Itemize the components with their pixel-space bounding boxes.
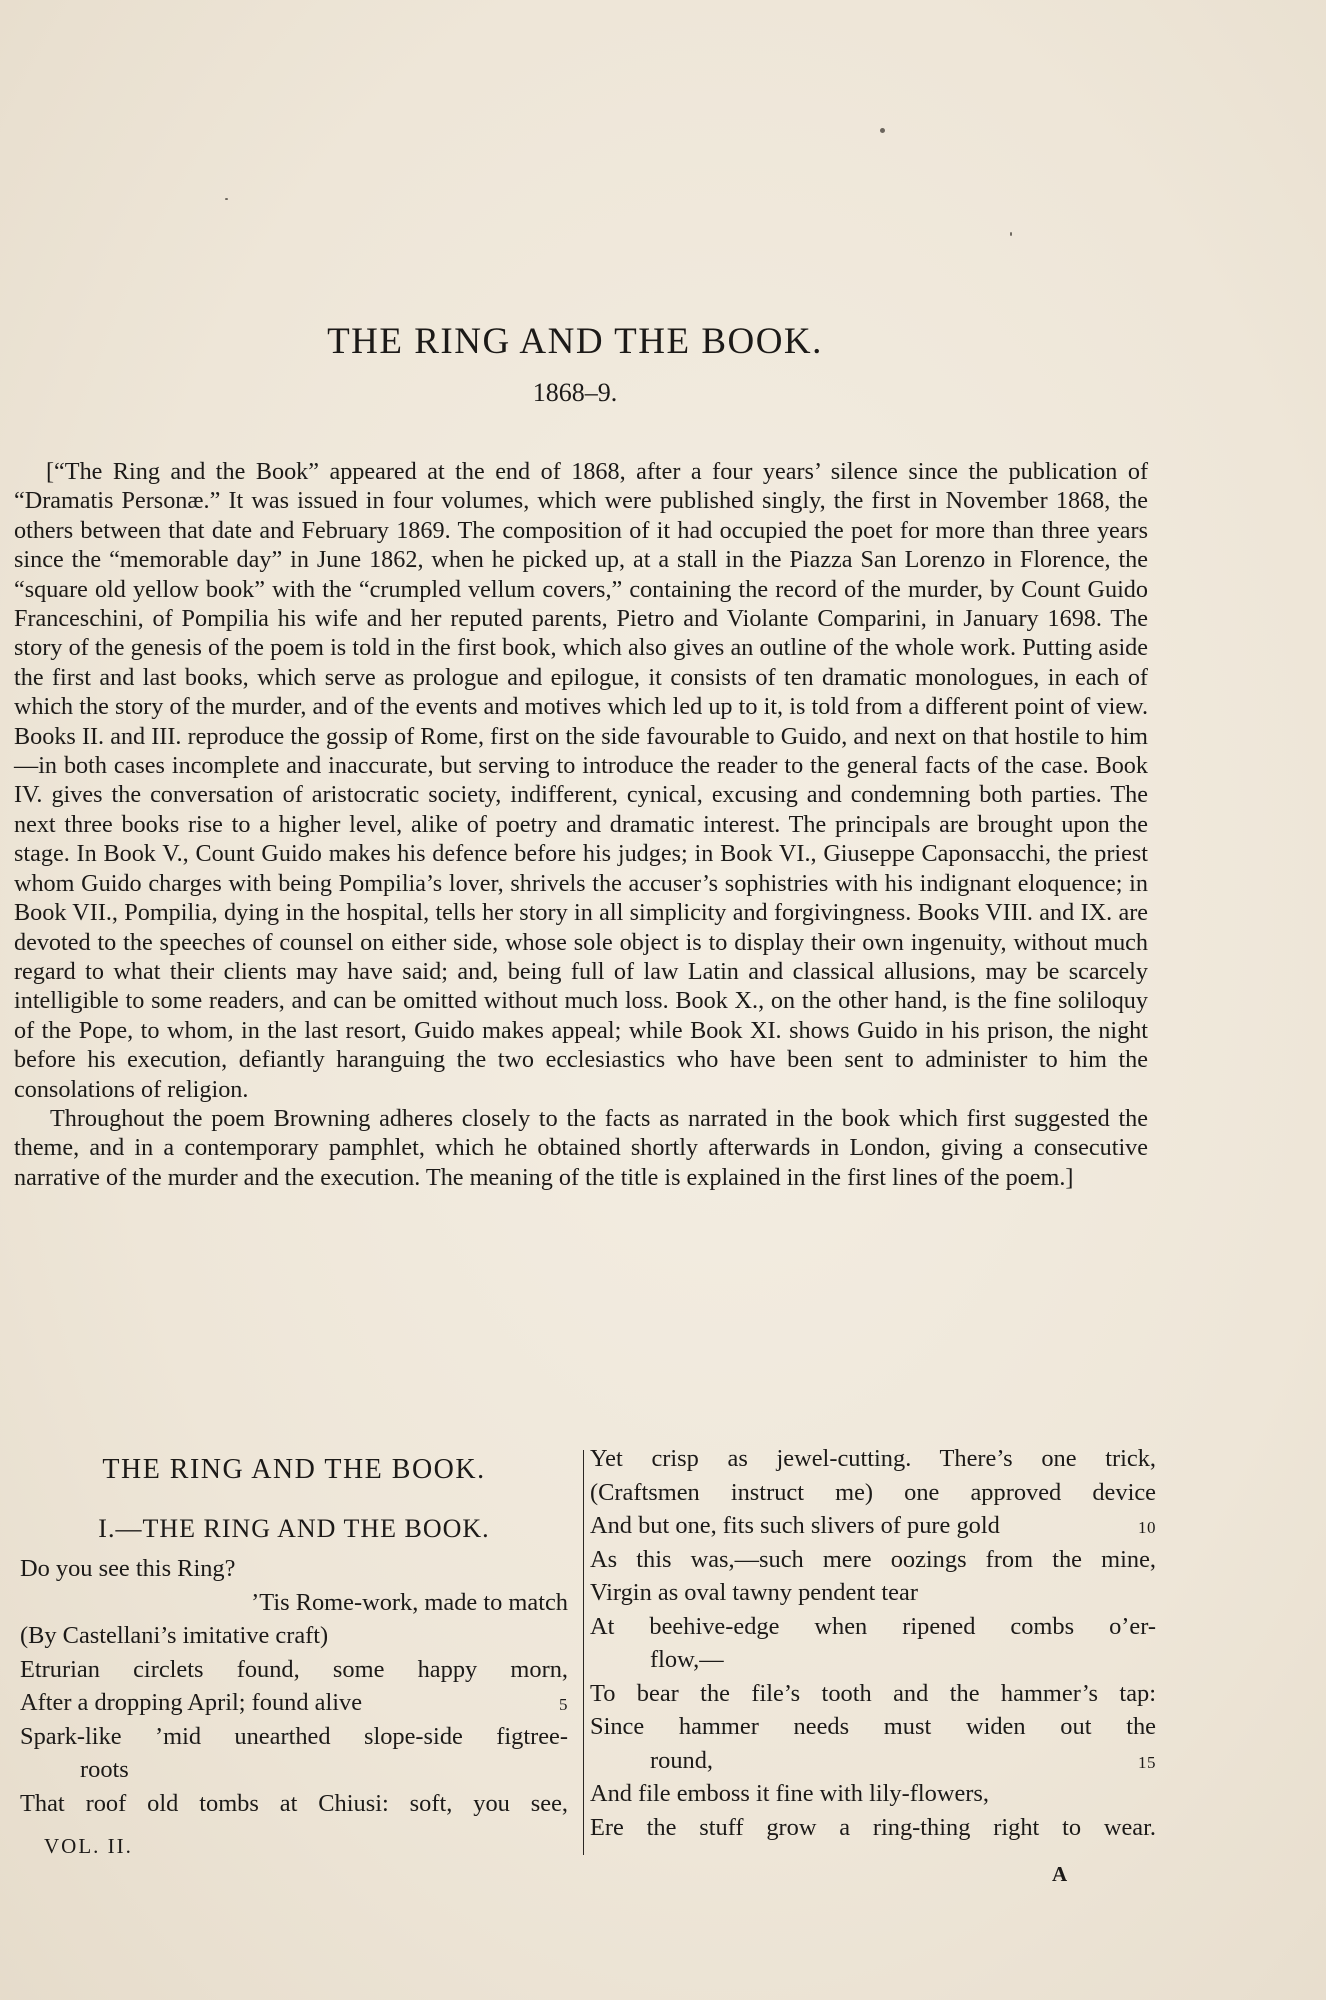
verse-block-right — [590, 1442, 1156, 1844]
intro-paragraph-2: Throughout the poem Browning adheres closely to the facts as narrated in the book which first suggested the theme, and in a contemporary pamphlet, which he obtained shortly afterwards in London, giving a consecutive narrative of the murder and the execution. The meaning of the title is explained in the first lines of the poem.] — [14, 1104, 1148, 1191]
line-number: 15 — [1138, 1752, 1156, 1772]
poem-right-column — [590, 1442, 1156, 1844]
intro-paragraph-1: [“The Ring and the Book” appeared at the end of 1868, after a four years’ silence since the publication of “Dramatis Personæ.” It was issued in four volumes, which were published singly, the first in November 1868, the others between that date and February 1869. The composition of it had occupied the poet for more than three years since the “memorable day” in June 1862, when he picked up, at a stall in the Piazza San Lorenzo in Florence, the “square old yellow book” with the “crumpled vellum covers,” containing the record of the murder, by Count Guido Franceschini, of Pompilia his wife and her reputed parents, Pietro and Violante Comparini, in January 1698. The story of the genesis of the poem is told in the first book, which also gives an outline of the whole work. Putting aside the first and last books, which serve as prologue and epilogue, it consists of ten dramatic monologues, in each of which the story of the murder, and of the events and motives which led up to it, is told from a different point of view. Books II. and III. reproduce the gossip of Rome, first on the side favourable to Guido, and next on that hostile to him—in both cases incomplete and inaccurate, but serving to introduce the reader to the general facts of the case. Book IV. gives the conversation of aristocratic society, indifferent, cynical, excusing and condemning both parties. The next three books rise to a higher level, alike of poetry and dramatic interest. The principals are brought upon the stage. In Book V., Count Guido makes his defence before his judges; in Book VI., Giuseppe Caponsacchi, the priest whom Guido charges with being Pompilia’s lover, shrivels the accuser’s sophistries with his indignant eloquence; in Book VII., Pompilia, dying in the hospital, tells her story in all simplicity and forgivingness. Books VIII. and IX. are devoted to the speeches of counsel on either side, whose sole object is to display their own ingenuity, without much regard to what their clients may have said; and, being full of law Latin and classical allusions, may be scarcely intelligible to some readers, and can be omitted without much loss. Book X., on the other hand, is the fine soliloquy of the Pope, to whom, in the last resort, Guido makes appeal; while Book XI. shows Guido in his prison, the night before his execution, defiantly haranguing the two ecclesiastics who have been sent to administer to him the consolations of religion. — [14, 458, 1148, 1103]
paper-speck — [880, 128, 885, 133]
page-title: THE RING AND THE BOOK. — [327, 321, 823, 362]
verse-block-left — [20, 1552, 568, 1820]
verse-line: And file emboss it fine with lily-flowers, — [590, 1780, 989, 1807]
paper-speck — [1010, 232, 1012, 236]
column-divider — [583, 1450, 584, 1855]
line-number: 10 — [1138, 1518, 1156, 1537]
verse-line: round, — [650, 1746, 714, 1774]
verse-line: Spark-like ’mid unearthed slope-side figtree- — [20, 1722, 568, 1750]
verse-line: ’Tis Rome-work, made to match — [251, 1588, 568, 1616]
volume-marker: VOL. II. — [44, 1834, 133, 1858]
verse-line: That roof old tombs at Chiusi: soft, you see, — [20, 1789, 568, 1817]
verse-line: (Craftsmen instruct me) one approved device — [590, 1478, 1156, 1506]
verse-line-numbered — [590, 1509, 1156, 1543]
paper-speck — [225, 198, 228, 200]
verse-line: roots — [80, 1756, 129, 1783]
verse-line: And but one, fits such slivers of pure gold — [590, 1512, 1000, 1539]
verse-line: (By Castellani’s imitative craft) — [20, 1622, 329, 1649]
verse-line: Virgin as oval tawny pendent tear — [590, 1579, 918, 1606]
introduction — [14, 457, 1148, 1192]
poem-left-column — [20, 1442, 568, 1820]
verse-line: Ere the stuff grow a ring-thing right to wear. — [590, 1813, 1156, 1841]
verse-line-numbered — [20, 1686, 568, 1720]
book-heading: I.—THE RING AND THE BOOK. — [98, 1514, 490, 1543]
verse-line: Do you see this Ring? — [20, 1555, 236, 1582]
verse-line: After a dropping April; found alive — [20, 1689, 363, 1716]
signature-mark: A — [1052, 1862, 1068, 1886]
verse-line: At beehive-edge when ripened combs o’er- — [590, 1612, 1156, 1640]
verse-line: Etrurian circlets found, some happy morn, — [20, 1655, 568, 1683]
verse-line-numbered — [590, 1744, 1156, 1778]
poem-title: THE RING AND THE BOOK. — [102, 1454, 486, 1485]
verse-line: As this was,—such mere oozings from the mine, — [590, 1545, 1156, 1573]
verse-line: Since hammer needs must widen out the — [590, 1713, 1156, 1740]
publication-date: 1868–9. — [532, 378, 618, 407]
verse-line: flow,— — [650, 1646, 724, 1673]
verse-line: To bear the file’s tooth and the hammer’s tap: — [590, 1679, 1156, 1707]
line-number: 5 — [559, 1695, 568, 1714]
verse-line: Yet crisp as jewel-cutting. There’s one trick, — [590, 1445, 1156, 1472]
